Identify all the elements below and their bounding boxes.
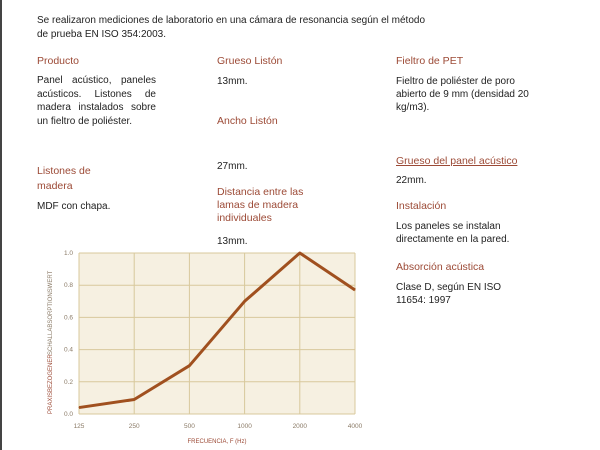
grueso-liston-value: 13mm.	[217, 76, 248, 87]
instalacion-heading: Instalación	[396, 200, 447, 212]
data-point	[355, 290, 356, 291]
instalacion-text-2: directamente en la pared.	[396, 234, 510, 245]
x-tick-label: 1000	[237, 423, 252, 430]
x-axis-label: FRECUENCIA, F (Hz)	[187, 439, 247, 445]
ancho-liston-heading: Ancho Listón	[217, 115, 278, 127]
fieltro-text-2: abierto de 9 mm (densidad 20	[396, 89, 529, 100]
x-tick-label: 500	[183, 423, 195, 430]
distancia-value: 13mm.	[217, 236, 248, 247]
absorcion-heading: Absorción acústica	[396, 261, 485, 273]
ancho-liston-value: 27mm.	[217, 161, 248, 172]
listones-text: MDF con chapa.	[37, 201, 111, 212]
y-tick-label: 0.8	[63, 282, 73, 290]
y-tick-label: 0.6	[63, 314, 73, 322]
y-tick-label: 1.0	[63, 250, 73, 257]
y-tick-label: 0.2	[63, 378, 73, 386]
distancia-heading-1: Distancia entre las	[217, 186, 304, 198]
intro-line-2: de prueba EN ISO 354:2003.	[37, 29, 166, 40]
fieltro-text-1: Fieltro de poliéster de poro	[396, 76, 515, 87]
data-point	[244, 301, 245, 302]
data-point	[79, 407, 80, 408]
absorcion-text-2: 11654: 1997	[396, 295, 451, 306]
data-point	[299, 253, 300, 254]
y-axis-label-1: PRAXISBEZOGENER	[48, 354, 54, 414]
grueso-liston-heading: Grueso Listón	[217, 55, 283, 67]
fieltro-heading: Fieltro de PET	[396, 55, 464, 67]
x-tick-label: 2000	[292, 423, 308, 430]
producto-heading: Producto	[37, 55, 80, 67]
producto-text: Panel acústico, paneles acústicos. Listones de madera instalados sobre un fieltro de poliéster.	[37, 75, 156, 127]
grueso-panel-heading: Grueso del panel acústico	[396, 155, 518, 167]
y-tick-label: 0.4	[63, 346, 73, 354]
grueso-panel-value: 22mm.	[396, 175, 427, 186]
listones-heading-1: Listones de	[37, 165, 91, 177]
listones-heading-2: madera	[37, 180, 73, 192]
x-tick-label: 4000	[347, 423, 363, 430]
instalacion-text-1: Los paneles se instalan	[396, 221, 501, 232]
fieltro-text-3: kg/m3).	[396, 102, 430, 113]
absorcion-text-1: Clase D, según EN ISO	[396, 282, 502, 293]
intro-line-1: Se realizaron mediciones de laboratorio en una cámara de resonancia según el método	[37, 15, 426, 26]
data-point	[134, 399, 135, 400]
distancia-heading-3: individuales	[217, 212, 272, 224]
y-axis-label-2: SCHALLABSORPTIONSWERT	[48, 270, 54, 355]
distancia-heading-2: lamas de madera	[217, 199, 299, 211]
data-point	[189, 365, 190, 366]
x-tick-label: 250	[128, 423, 140, 430]
y-tick-label: 0.0	[63, 411, 73, 418]
x-tick-label: 125	[73, 423, 85, 430]
